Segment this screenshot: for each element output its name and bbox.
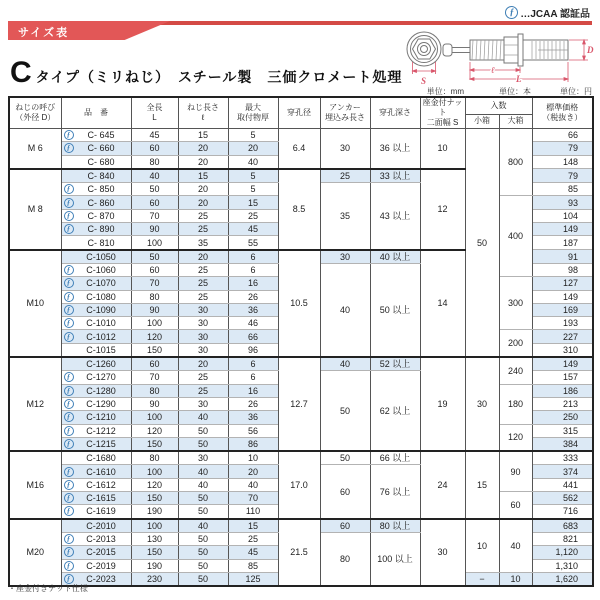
dim-l-small bbox=[470, 62, 520, 80]
max-fixture-cell: 25 bbox=[228, 532, 278, 545]
price-cell: 149 bbox=[532, 223, 593, 236]
col-header-drill-dia: 穿孔径 bbox=[278, 97, 320, 129]
price-cell: 79 bbox=[532, 142, 593, 155]
jcaa-mark-icon: ƒ bbox=[64, 372, 74, 382]
thread-length-cell: 20 bbox=[178, 142, 228, 155]
jcaa-mark-icon: ƒ bbox=[64, 480, 74, 490]
max-fixture-cell: 5 bbox=[228, 183, 278, 196]
drill-dia-cell: 10.5 bbox=[278, 250, 320, 357]
large-box-qty-cell: 200 bbox=[499, 330, 532, 357]
part-number-cell: ƒ C- 860 bbox=[61, 196, 131, 209]
thread-length-cell: 25 bbox=[178, 384, 228, 397]
part-number-cell: ƒ C-2015 bbox=[61, 546, 131, 559]
price-cell: 169 bbox=[532, 303, 593, 316]
price-cell: 441 bbox=[532, 478, 593, 491]
length-cell: 40 bbox=[131, 169, 178, 183]
max-fixture-cell: 15 bbox=[228, 519, 278, 533]
length-cell: 50 bbox=[131, 250, 178, 264]
drill-dia-cell: 6.4 bbox=[278, 129, 320, 169]
price-cell: 821 bbox=[532, 532, 593, 545]
drill-depth-cell: 62 以上 bbox=[370, 371, 420, 451]
max-fixture-cell: 20 bbox=[228, 142, 278, 155]
length-cell: 45 bbox=[131, 129, 178, 142]
length-cell: 60 bbox=[131, 357, 178, 371]
thread-length-cell: 50 bbox=[178, 532, 228, 545]
price-cell: 91 bbox=[532, 250, 593, 264]
large-box-qty-cell: 180 bbox=[499, 384, 532, 424]
col-header-embed: アンカー 埋込み長さ bbox=[320, 97, 370, 129]
thread-length-cell: 15 bbox=[178, 129, 228, 142]
embed-length-cell: 30 bbox=[320, 129, 370, 169]
length-cell: 60 bbox=[131, 196, 178, 209]
max-fixture-cell: 45 bbox=[228, 223, 278, 236]
part-number-cell: C- 680 bbox=[61, 155, 131, 169]
thread-length-cell: 30 bbox=[178, 330, 228, 343]
col-header-depth: 穿孔深さ bbox=[370, 97, 420, 129]
part-number-cell: ƒ C-1090 bbox=[61, 303, 131, 316]
length-cell: 100 bbox=[131, 317, 178, 330]
embed-length-cell: 35 bbox=[320, 183, 370, 250]
footnote: ・座金付きナット仕様 bbox=[8, 584, 88, 593]
drill-depth-cell: 50 以上 bbox=[370, 263, 420, 357]
thread-length-cell: 25 bbox=[178, 223, 228, 236]
length-cell: 100 bbox=[131, 519, 178, 533]
max-fixture-cell: 5 bbox=[228, 129, 278, 142]
jcaa-mark-icon: ƒ bbox=[64, 399, 74, 409]
part-number-cell: ƒ C- 660 bbox=[61, 142, 131, 155]
col-header-max-fixture: 最大 取付物厚 bbox=[228, 97, 278, 129]
size-cell: M16 bbox=[9, 451, 61, 518]
size-cell: M12 bbox=[9, 357, 61, 451]
part-number-cell: ƒ C-1610 bbox=[61, 465, 131, 478]
part-number-cell: ƒ C-1212 bbox=[61, 424, 131, 437]
nut-width-cell: 24 bbox=[420, 451, 465, 518]
length-cell: 70 bbox=[131, 371, 178, 384]
thread-length-cell: 50 bbox=[178, 492, 228, 505]
thread-length-cell: 20 bbox=[178, 357, 228, 371]
jcaa-mark-icon: ƒ bbox=[64, 224, 74, 234]
length-cell: 90 bbox=[131, 397, 178, 410]
anchor-bolt-diagram bbox=[388, 24, 598, 93]
price-cell: 374 bbox=[532, 465, 593, 478]
large-box-qty-cell: 300 bbox=[499, 277, 532, 330]
part-number-cell: ƒ C-1012 bbox=[61, 330, 131, 343]
drill-depth-cell: 43 以上 bbox=[370, 183, 420, 250]
jcaa-mark-icon: ƒ bbox=[64, 130, 74, 140]
max-fixture-cell: 46 bbox=[228, 317, 278, 330]
col-header-qty: 入数 bbox=[465, 97, 532, 114]
length-cell: 60 bbox=[131, 263, 178, 276]
unit-label-pieces: 単位：本 bbox=[499, 87, 531, 96]
price-cell: 66 bbox=[532, 129, 593, 142]
price-cell: 333 bbox=[532, 451, 593, 465]
jcaa-mark-icon: ƒ bbox=[64, 534, 74, 544]
col-header-large-box: 大箱 bbox=[499, 114, 532, 128]
nut-width-cell: 19 bbox=[420, 357, 465, 451]
jcaa-mark-icon: ƒ bbox=[64, 574, 74, 584]
part-number-cell: C-2010 bbox=[61, 519, 131, 533]
thread-length-cell: 40 bbox=[178, 411, 228, 424]
drill-dia-cell: 17.0 bbox=[278, 451, 320, 518]
price-cell: 1,310 bbox=[532, 559, 593, 572]
price-cell: 1,120 bbox=[532, 546, 593, 559]
part-number-cell: ƒ C-1080 bbox=[61, 290, 131, 303]
part-number-cell: ƒ C-2023 bbox=[61, 572, 131, 586]
part-number-cell: ƒ C-1210 bbox=[61, 411, 131, 424]
length-cell: 100 bbox=[131, 465, 178, 478]
max-fixture-cell: 10 bbox=[228, 451, 278, 465]
embed-length-cell: 25 bbox=[320, 169, 370, 183]
small-box-qty-cell: 50 bbox=[465, 129, 499, 358]
embed-length-cell: 50 bbox=[320, 371, 370, 451]
col-header-part: 品 番 bbox=[61, 97, 131, 129]
thread-length-cell: 50 bbox=[178, 546, 228, 559]
jcaa-mark-icon: ƒ bbox=[64, 211, 74, 221]
jcaa-mark-icon: ƒ bbox=[64, 292, 74, 302]
length-cell: 100 bbox=[131, 236, 178, 250]
price-cell: 310 bbox=[532, 343, 593, 357]
price-cell: 250 bbox=[532, 411, 593, 424]
thread-length-cell: 40 bbox=[178, 478, 228, 491]
thread-length-cell: 50 bbox=[178, 559, 228, 572]
length-cell: 120 bbox=[131, 330, 178, 343]
title-type-letter: C bbox=[10, 56, 32, 89]
jcaa-mark-icon: ƒ bbox=[64, 318, 74, 328]
thread-length-cell: 30 bbox=[178, 451, 228, 465]
length-cell: 190 bbox=[131, 559, 178, 572]
part-number-cell: ƒ C-1060 bbox=[61, 263, 131, 276]
price-cell: 186 bbox=[532, 384, 593, 397]
price-cell: 104 bbox=[532, 209, 593, 222]
jcaa-mark-icon: ƒ bbox=[64, 198, 74, 208]
price-cell: 85 bbox=[532, 183, 593, 196]
jcaa-logo-icon: ƒ bbox=[505, 6, 518, 19]
length-cell: 100 bbox=[131, 411, 178, 424]
max-fixture-cell: 26 bbox=[228, 397, 278, 410]
thread-length-cell: 40 bbox=[178, 465, 228, 478]
max-fixture-cell: 110 bbox=[228, 505, 278, 519]
price-cell: 127 bbox=[532, 277, 593, 290]
length-cell: 50 bbox=[131, 183, 178, 196]
unit-label-yen: 単位：円 bbox=[560, 87, 592, 96]
nut-width-cell: 12 bbox=[420, 169, 465, 250]
length-cell: 70 bbox=[131, 209, 178, 222]
price-cell: 93 bbox=[532, 196, 593, 209]
front-view bbox=[407, 32, 441, 66]
length-cell: 150 bbox=[131, 492, 178, 505]
thread-length-cell: 30 bbox=[178, 317, 228, 330]
max-fixture-cell: 6 bbox=[228, 250, 278, 264]
embed-length-cell: 30 bbox=[320, 250, 370, 264]
part-number-cell: ƒ C-1280 bbox=[61, 384, 131, 397]
embed-length-cell: 50 bbox=[320, 451, 370, 465]
col-header-nut-width: 座金付ナット 二面幅 S bbox=[420, 97, 465, 129]
nut-width-cell: 30 bbox=[420, 519, 465, 586]
drill-depth-cell: 76 以上 bbox=[370, 465, 420, 519]
length-cell: 80 bbox=[131, 384, 178, 397]
part-number-cell: C-1015 bbox=[61, 343, 131, 357]
price-cell: 227 bbox=[532, 330, 593, 343]
max-fixture-cell: 20 bbox=[228, 465, 278, 478]
drill-dia-cell: 12.7 bbox=[278, 357, 320, 451]
jcaa-certification-note bbox=[505, 5, 590, 20]
max-fixture-cell: 56 bbox=[228, 424, 278, 437]
thread-length-cell: 25 bbox=[178, 263, 228, 276]
max-fixture-cell: 36 bbox=[228, 411, 278, 424]
part-number-cell: ƒ C-1215 bbox=[61, 437, 131, 451]
jcaa-mark-icon: ƒ bbox=[64, 426, 74, 436]
price-cell: 683 bbox=[532, 519, 593, 533]
thread-length-cell: 30 bbox=[178, 303, 228, 316]
jcaa-mark-icon: ƒ bbox=[64, 184, 74, 194]
jcaa-mark-icon: ƒ bbox=[64, 265, 74, 275]
length-cell: 230 bbox=[131, 572, 178, 586]
length-cell: 80 bbox=[131, 155, 178, 169]
price-cell: 562 bbox=[532, 492, 593, 505]
length-cell: 80 bbox=[131, 290, 178, 303]
price-cell: 1,620 bbox=[532, 572, 593, 586]
length-cell: 150 bbox=[131, 343, 178, 357]
max-fixture-cell: 45 bbox=[228, 546, 278, 559]
part-number-cell: ƒ C-1270 bbox=[61, 371, 131, 384]
embed-length-cell: 40 bbox=[320, 357, 370, 371]
small-box-qty-cell: 15 bbox=[465, 451, 499, 518]
dim-l-big-label: L bbox=[516, 74, 522, 84]
max-fixture-cell: 85 bbox=[228, 559, 278, 572]
part-number-cell: C- 810 bbox=[61, 236, 131, 250]
large-box-qty-cell: 10 bbox=[499, 572, 532, 586]
drill-dia-cell: 21.5 bbox=[278, 519, 320, 586]
drill-depth-cell: 80 以上 bbox=[370, 519, 420, 533]
max-fixture-cell: 15 bbox=[228, 196, 278, 209]
part-number-cell: C-1680 bbox=[61, 451, 131, 465]
embed-length-cell: 40 bbox=[320, 263, 370, 357]
jcaa-mark-icon: ƒ bbox=[64, 547, 74, 557]
embed-length-cell: 60 bbox=[320, 519, 370, 533]
jcaa-mark-icon: ƒ bbox=[64, 305, 74, 315]
price-cell: 384 bbox=[532, 437, 593, 451]
price-cell: 149 bbox=[532, 357, 593, 371]
nut-width-cell: 10 bbox=[420, 129, 465, 169]
page-title bbox=[10, 56, 402, 90]
thread-length-cell: 40 bbox=[178, 519, 228, 533]
jcaa-mark-icon: ƒ bbox=[64, 439, 74, 449]
jcaa-mark-icon: ƒ bbox=[64, 493, 74, 503]
max-fixture-cell: 86 bbox=[228, 437, 278, 451]
dim-s-label: S bbox=[421, 76, 427, 86]
length-cell: 130 bbox=[131, 532, 178, 545]
part-number-cell: C- 840 bbox=[61, 169, 131, 183]
part-number-cell: C-1050 bbox=[61, 250, 131, 264]
large-box-qty-cell: 90 bbox=[499, 451, 532, 491]
max-fixture-cell: 66 bbox=[228, 330, 278, 343]
nut-width-cell: 14 bbox=[420, 250, 465, 357]
size-table bbox=[8, 96, 594, 587]
thread-length-cell: 20 bbox=[178, 250, 228, 264]
max-fixture-cell: 5 bbox=[228, 169, 278, 183]
title-description: タイプ（ミリねじ） スチール製 三価クロメート処理 bbox=[35, 69, 403, 85]
thread-length-cell: 30 bbox=[178, 397, 228, 410]
thread-length-cell: 50 bbox=[178, 572, 228, 586]
col-header-size: ねじの呼び （外径 D） bbox=[9, 97, 61, 129]
max-fixture-cell: 26 bbox=[228, 290, 278, 303]
small-box-qty-cell: − bbox=[465, 572, 499, 586]
price-cell: 193 bbox=[532, 317, 593, 330]
col-header-price: 標準価格 （税抜き） bbox=[532, 97, 593, 129]
max-fixture-cell: 16 bbox=[228, 384, 278, 397]
thread-length-cell: 15 bbox=[178, 169, 228, 183]
large-box-qty-cell: 40 bbox=[499, 519, 532, 573]
thread-length-cell: 30 bbox=[178, 343, 228, 357]
drill-depth-cell: 100 以上 bbox=[370, 532, 420, 586]
jcaa-mark-icon: ƒ bbox=[64, 561, 74, 571]
part-number-cell: ƒ C-1010 bbox=[61, 317, 131, 330]
embed-length-cell: 60 bbox=[320, 465, 370, 519]
part-number-cell: ƒ C- 645 bbox=[61, 129, 131, 142]
price-cell: 213 bbox=[532, 397, 593, 410]
jcaa-note-text: …JCAA 認証品 bbox=[520, 9, 590, 20]
drill-depth-cell: 40 以上 bbox=[370, 250, 420, 264]
part-number-cell: ƒ C-1290 bbox=[61, 397, 131, 410]
drill-depth-cell: 66 以上 bbox=[370, 451, 420, 465]
drill-depth-cell: 33 以上 bbox=[370, 169, 420, 183]
jcaa-mark-icon: ƒ bbox=[64, 412, 74, 422]
thread-length-cell: 25 bbox=[178, 277, 228, 290]
jcaa-mark-icon: ƒ bbox=[64, 143, 74, 153]
drill-dia-cell: 8.5 bbox=[278, 169, 320, 250]
large-box-qty-cell: 800 bbox=[499, 129, 532, 196]
length-cell: 90 bbox=[131, 303, 178, 316]
thread-length-cell: 35 bbox=[178, 236, 228, 250]
thread-length-cell: 25 bbox=[178, 290, 228, 303]
size-cell: M20 bbox=[9, 519, 61, 586]
price-cell: 79 bbox=[532, 169, 593, 183]
part-number-cell: ƒ C-2013 bbox=[61, 532, 131, 545]
jcaa-mark-icon: ƒ bbox=[64, 506, 74, 516]
part-number-cell: ƒ C-1612 bbox=[61, 478, 131, 491]
thread-length-cell: 20 bbox=[178, 183, 228, 196]
col-header-thread-length: ねじ長さ ℓ bbox=[178, 97, 228, 129]
length-cell: 60 bbox=[131, 142, 178, 155]
dim-d-label: D bbox=[587, 45, 594, 55]
price-cell: 716 bbox=[532, 505, 593, 519]
unit-label-mm: 単位：mm bbox=[426, 87, 464, 96]
size-cell: M 8 bbox=[9, 169, 61, 250]
max-fixture-cell: 40 bbox=[228, 155, 278, 169]
part-number-cell: ƒ C-1070 bbox=[61, 277, 131, 290]
large-box-qty-cell: 400 bbox=[499, 196, 532, 277]
dim-l-small-label: ℓ bbox=[491, 65, 495, 75]
thread-length-cell: 25 bbox=[178, 371, 228, 384]
embed-length-cell: 80 bbox=[320, 532, 370, 586]
length-cell: 90 bbox=[131, 223, 178, 236]
length-cell: 190 bbox=[131, 505, 178, 519]
max-fixture-cell: 125 bbox=[228, 572, 278, 586]
thread-length-cell: 50 bbox=[178, 437, 228, 451]
price-cell: 149 bbox=[532, 290, 593, 303]
length-cell: 80 bbox=[131, 451, 178, 465]
jcaa-mark-icon: ƒ bbox=[64, 332, 74, 342]
large-box-qty-cell: 60 bbox=[499, 492, 532, 519]
thread-length-cell: 20 bbox=[178, 196, 228, 209]
part-number-cell: ƒ C- 870 bbox=[61, 209, 131, 222]
max-fixture-cell: 36 bbox=[228, 303, 278, 316]
max-fixture-cell: 70 bbox=[228, 492, 278, 505]
size-cell: M10 bbox=[9, 250, 61, 357]
jcaa-mark-icon: ƒ bbox=[64, 467, 74, 477]
max-fixture-cell: 6 bbox=[228, 263, 278, 276]
length-cell: 120 bbox=[131, 424, 178, 437]
size-cell: M 6 bbox=[9, 129, 61, 169]
length-cell: 150 bbox=[131, 546, 178, 559]
thread-length-cell: 50 bbox=[178, 424, 228, 437]
section-banner-label: サイズ表 bbox=[18, 27, 70, 39]
price-cell: 315 bbox=[532, 424, 593, 437]
length-cell: 70 bbox=[131, 277, 178, 290]
part-number-cell: ƒ C- 850 bbox=[61, 183, 131, 196]
max-fixture-cell: 6 bbox=[228, 357, 278, 371]
col-header-length: 全長 L bbox=[131, 97, 178, 129]
thread-length-cell: 50 bbox=[178, 505, 228, 519]
large-box-qty-cell: 120 bbox=[499, 424, 532, 451]
max-fixture-cell: 40 bbox=[228, 478, 278, 491]
max-fixture-cell: 25 bbox=[228, 209, 278, 222]
length-cell: 150 bbox=[131, 437, 178, 451]
small-box-qty-cell: 10 bbox=[465, 519, 499, 573]
col-header-small-box: 小箱 bbox=[465, 114, 499, 128]
part-number-cell: ƒ C-1619 bbox=[61, 505, 131, 519]
part-number-cell: C-1260 bbox=[61, 357, 131, 371]
dim-d bbox=[569, 40, 588, 60]
jcaa-mark-icon: ƒ bbox=[64, 278, 74, 288]
large-box-qty-cell: 240 bbox=[499, 357, 532, 384]
part-number-cell: ƒ C- 890 bbox=[61, 223, 131, 236]
price-cell: 148 bbox=[532, 155, 593, 169]
part-number-cell: ƒ C-1615 bbox=[61, 492, 131, 505]
max-fixture-cell: 6 bbox=[228, 371, 278, 384]
price-cell: 98 bbox=[532, 263, 593, 276]
thread-length-cell: 25 bbox=[178, 209, 228, 222]
jcaa-mark-icon: ƒ bbox=[64, 386, 74, 396]
max-fixture-cell: 96 bbox=[228, 343, 278, 357]
small-box-qty-cell: 30 bbox=[465, 357, 499, 451]
drill-depth-cell: 52 以上 bbox=[370, 357, 420, 371]
max-fixture-cell: 16 bbox=[228, 277, 278, 290]
drill-depth-cell: 36 以上 bbox=[370, 129, 420, 169]
price-cell: 157 bbox=[532, 371, 593, 384]
max-fixture-cell: 55 bbox=[228, 236, 278, 250]
part-number-cell: ƒ C-2019 bbox=[61, 559, 131, 572]
thread-length-cell: 20 bbox=[178, 155, 228, 169]
price-cell: 187 bbox=[532, 236, 593, 250]
length-cell: 120 bbox=[131, 478, 178, 491]
